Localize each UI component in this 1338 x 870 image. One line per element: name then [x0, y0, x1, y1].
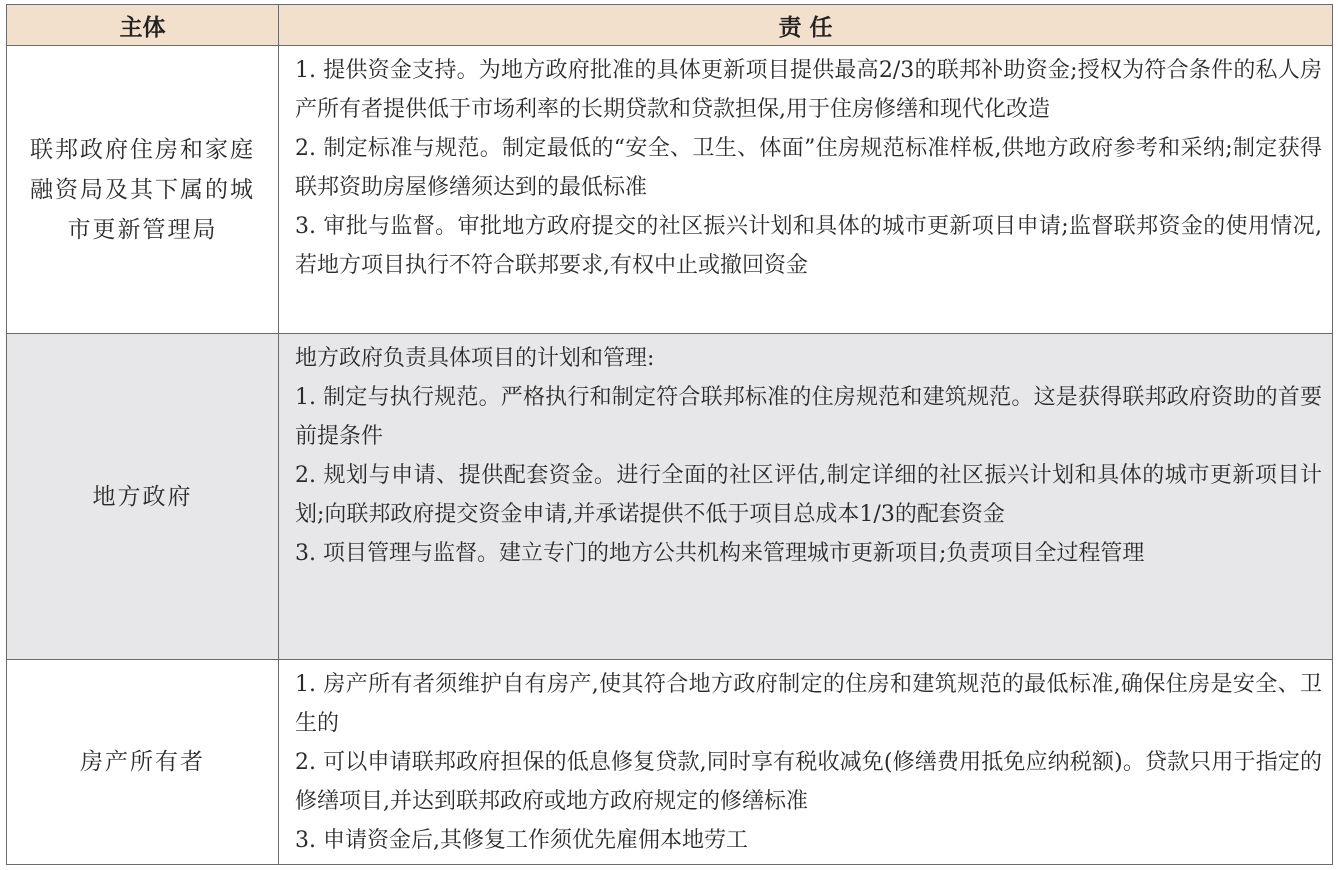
table-row [7, 334, 1333, 660]
responsibility-item: 1. 制定与执行规范。严格执行和制定符合联邦标准的住房规范和建筑规范。这是获得联邦政府资助的首要前提条件 [295, 385, 1322, 449]
responsibility-item: 3. 申请资金后,其修复工作须优先雇佣本地劳工 [295, 828, 748, 853]
responsibility-item: 2. 制定标准与规范。制定最低的“安全、卫生、体面”住房规范标准样板,供地方政府参考和采纳;制定获得联邦资助房屋修缮须达到的最低标准 [295, 136, 1322, 200]
responsibility-item: 地方政府负责具体项目的计划和管理: [295, 346, 655, 371]
responsibility-item: 3. 审批与监督。审批地方政府提交的社区振兴计划和具体的城市更新项目申请;监督联邦资金的使用情况,若地方项目执行不符合联邦要求,有权中止或撤回资金 [295, 214, 1322, 278]
responsibility-cell [279, 660, 1333, 865]
subject-cell: 地方政府 [7, 334, 279, 660]
header-row [7, 5, 1333, 46]
responsibility-table [6, 4, 1333, 865]
header-responsibility: 责 任 [279, 5, 1333, 46]
responsibility-cell [279, 334, 1333, 660]
subject-cell: 房产所有者 [7, 660, 279, 865]
responsibility-item: 2. 可以申请联邦政府担保的低息修复贷款,同时享有税收减免(修缮费用抵免应纳税额)。贷款只用于指定的修缮项目,并达到联邦政府或地方政府规定的修缮标准 [295, 750, 1322, 814]
table-row [7, 660, 1333, 865]
responsibility-item: 2. 规划与申请、提供配套资金。进行全面的社区评估,制定详细的社区振兴计划和具体的城市更新项目计划;向联邦政府提交资金申请,并承诺提供不低于项目总成本1/3的配套资金 [295, 463, 1322, 527]
responsibility-cell [279, 46, 1333, 334]
table-row [7, 46, 1333, 334]
responsibility-item: 1. 提供资金支持。为地方政府批准的具体更新项目提供最高2/3的联邦补助资金;授权为符合条件的私人房产所有者提供低于市场利率的长期贷款和贷款担保,用于住房修缮和现代化改造 [295, 58, 1322, 122]
header-subject: 主体 [7, 5, 279, 46]
responsibility-item: 1. 房产所有者须维护自有房产,使其符合地方政府制定的住房和建筑规范的最低标准,确保住房是安全、卫生的 [295, 672, 1322, 736]
responsibility-item: 3. 项目管理与监督。建立专门的地方公共机构来管理城市更新项目;负责项目全过程管理 [295, 541, 1145, 566]
subject-cell: 联邦政府住房和家庭融资局及其下属的城市更新管理局 [7, 46, 279, 334]
